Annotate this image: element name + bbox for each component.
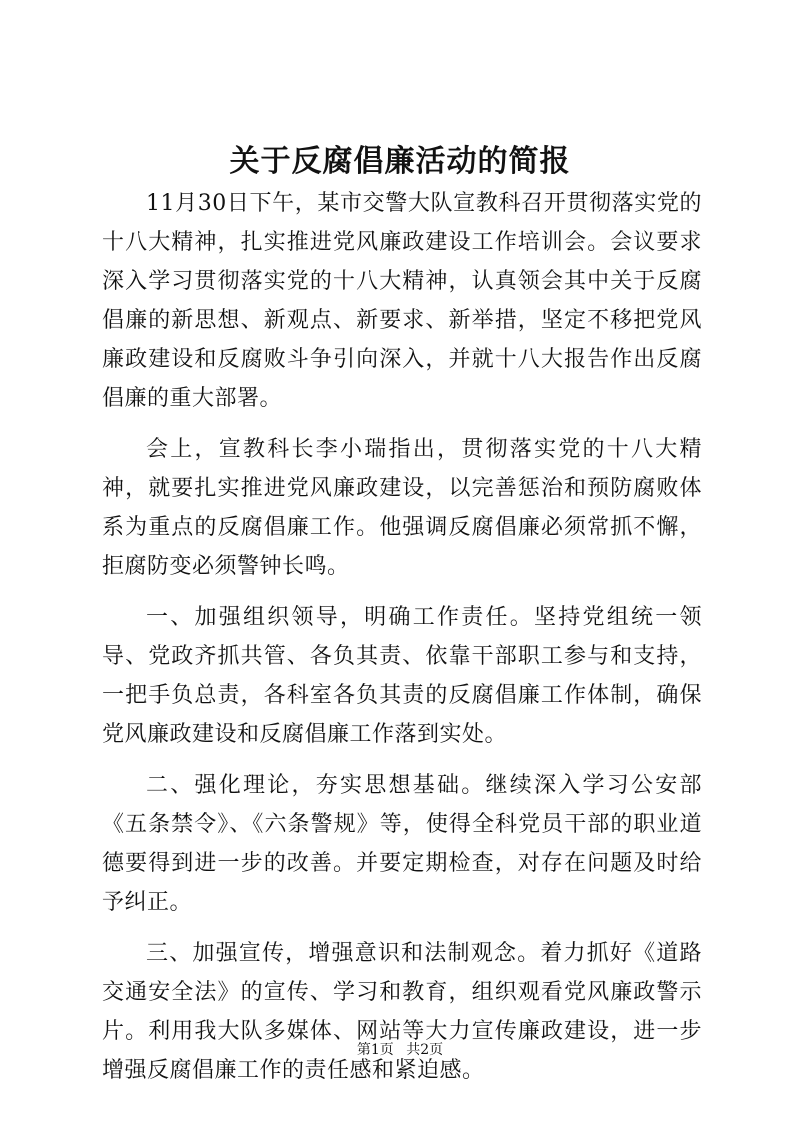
paragraph: 会上，宣教科长李小瑞指出，贯彻落实党的十八大精神，就要扎实推进党风廉政建设，以完善惩治和预防腐败体系为重点的反腐倡廉工作。他强调反腐倡廉必须常抓不懈，拒腐防变必须警钟长鸣。 (102, 437, 702, 579)
paragraph: 二、强化理论，夯实思想基础。继续深入学习公安部《五条禁令》、《六条警规》等，使得全科党员干部的职业道德要得到进一步的改善。并要定期检查，对存在问题及时给予纠正。 (102, 773, 702, 915)
paragraph: 一、加强组织领导，明确工作责任。坚持党组统一领导、党政齐抓共管、各负其责、依靠干部职工参与和支持，一把手负总责，各科室各负其责的反腐倡廉工作体制，确保党风廉政建设和反腐倡廉工作落到实处。 (102, 605, 702, 747)
page-number: 第1页 (356, 1042, 394, 1058)
page-footer (0, 1040, 800, 1060)
document-body (102, 184, 702, 1090)
document-title: 关于反腐倡廉活动的简报 (229, 144, 571, 179)
paragraph: 11月30日下午，某市交警大队宣教科召开贯彻落实党的十八大精神，扎实推进党风廉政建设工作培训会。会议要求深入学习贯彻落实党的十八大精神，认真领会其中关于反腐倡廉的新思想、新观点、新要求、新举措，坚定不移把党风廉政建设和反腐败斗争引向深入，并就十八大报告作出反腐倡廉的重大部署。 (102, 191, 702, 411)
paragraph: 三、加强宣传，增强意识和法制观念。着力抓好《道路交通安全法》的宣传、学习和教育，组织观看党风廉政警示片。利用我大队多媒体、网站等大力宣传廉政建设，进一步增强反腐倡廉工作的责任感和紧迫感。 (102, 941, 702, 1083)
page-total: 共2页 (406, 1042, 444, 1058)
